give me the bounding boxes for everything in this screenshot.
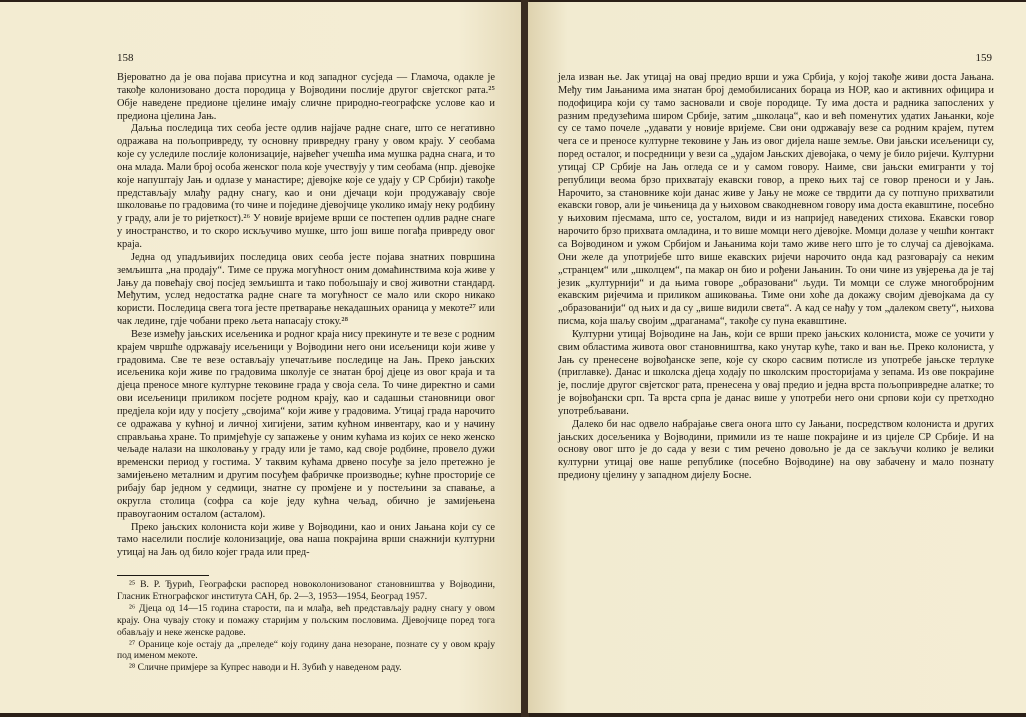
left-paragraph-1: Вјероватно да је ова појава присутна и код западног сусједа — Гламоча, одакле је такође колонизовано доста породица у Војводини послије другог свјетског рата.²⁵ Обје наведене предионе цјелине имају сличне природно-географске услове као и предиона цјелина Јањ. xyxy=(117,72,495,122)
right-page-number: 159 xyxy=(975,52,992,64)
left-page xyxy=(0,2,522,713)
footnote-rule xyxy=(117,575,209,576)
left-paragraph-4: Везе између јањских исељеника и родног краја нису прекинуте и те везе с родним крајем чвршће одржавају исељеници у Војводини него они исељеници који живе у градовима. Све те везе остављају упечатљиве последице на Јањ. Преко јањских исељеника који живе по градовима школује се знатан број дјеце из овог краја и та дјеца преносе многе културне тековине града у своја села. То чине директно и сами ови исељеници приликом посјете родном крају, као и садашњи становници овог предјела који иду у посјету „својима“ који живе у градовима. Утицај града нарочито се одражава у кућној и личној хигијени, затим кућном инвентару, као и у начину справљања хране. То примјећује су запажење у оним кућама из којих се неко женско чељаде налази на школовању у граду или је тамо, кад своје родбине, провело дужи временски период у гостима. У таквим кућама дрвено посуђе за јело претежно је замијењено металним и другим посуђем фабричке производње; кућне просторије се рибају бар једном у седмици, знатне су промјене и у постељини за спавање, а округла столица (софра са које једу кућна чељад, обично је замијењена правоугаоним осталом (асталом). xyxy=(117,328,495,520)
right-paragraph-1: јела изван ње. Јак утицај на овај предио врши и ужа Србија, у којој такође живи доста Јањана. Међу тим Јањанима има знатан број демобилисаних бораца из НОР, као и активних официра и подофицира који су тамо засновали и своје породице. Ту има доста и радника запослених у разним предузећима широм Србије, затим „школаца“, као и већ поменутих удатих Јањанки, које су се тамо почеле „удавати у новије вријеме. Сви они одржавају везе са родним крајем, путем чега се и преносе културне тековине у Јањ из овог дијела наше земље. Ови јањски исељеници су, поред осталог, и посредници у вези са „удајом Јањских дјевојака, о чему је било ријечи. Културни утицај СР Србије на Јањ огледа се и у самом говору. Наиме, сви јањски емигранти у тој републици веома брзо прихватају екавски говор, а преко њих тај се говор преноси и у Јањ. Нарочито, за становнике који данас живе у Јању не може се тврдити да су потпуно прихватили екавски говор, али је чињеница да у њиховом свакодневном говору има доста екавштине, посебно у њиховим пјесмама, што се, уосталом, види и из напријед наведених стихова. Екавски говор нарочито брзо прихвата омладина, и то више момци него дјевојке. Момци долазе у чешћи контакт са Војводином и ужом Србијом и Јањанима који тамо живе него што је то случај са дјевојкама. Они желе да употријебе што више екавских ријечи нарочито онда кад разговарају са неким „странцем“ или „школцем“, па макар он био и рођени Јањанин. То они чине из увјерења да је тај језик „културнији“ и да њима говоре „образовани“ људи. Ти момци се служе многобројним екавским ријечима и приликом ашиковања. Тиме они хоће да докажу својим дјевојкама да су „образованији“ од њих и да су „више видили света“. А кад се нађу у том „далеком свету“, њихова писма, која шаљу својим „драганама“, такође су пуна екавштине. xyxy=(558,72,994,328)
footnotes xyxy=(117,579,495,674)
right-page xyxy=(528,2,1026,713)
footnote-28: ²⁸ Сличне примјере за Купрес наводи и Н. Зубић у наведеном раду. xyxy=(129,662,402,674)
footnote-26: ²⁶ Дјеца од 14—15 година старости, па и млађа, већ представљају радну снагу у овом крају. Она чувају стоку и помажу старијим у пољским пословима. Дјевојчице поред тога обављају и неке женске радове. xyxy=(117,602,495,638)
left-paragraph-3: Једна од упадљивијих последица ових сеоба јесте појава знатних површина земљишта „на продају“. Тиме се пружа могућност оним домаћинствима која живе у Јању да повећају свој посјед земљишта и тако побољшају и свој животни стандард. Међутим, услед недостатка радне снаге та могућност се мало или скоро никако користи. Последица свега тога јесте претварање некадашњих ораница у мекоте²⁷ или чак ледине, гдје чобани преко љета напасају стоку.²⁸ xyxy=(117,251,495,328)
footnote-25: ²⁵ В. Р. Ђурић, Географски распоред новоколонизованог становништва у Војводини, Гласник Етнографског института САН, бр. 2—3, 1953—1954, Београд 1957. xyxy=(117,579,495,602)
left-page-body xyxy=(117,72,495,560)
left-paragraph-2: Даљња последица тих сеоба јесте одлив најјаче радне снаге, што се негативно одражава на пољопривреду, ту основну привредну грану у овом крају. У сеобама које су уследиле послије колонизације, највећег учешћа има мушка радна снага, и то она млада. Мали број особа женског пола које учествују у тим сеобама (нпр. дјевојке које напуштају Јањ и одлазе у манастире; дјевојке које се удају у СР Србији) такође представљају млађу радну снагу, као и они дјечаци који продужавају своје школовање по градовима (то чине и поједине дјевојчице уколико имају неку родбину у граду, али је то ријеткост).²⁶ У новије вријеме врши се постепен одлив радне снаге у иностранство, и то скоро искључиво мушке, што још више погађа привреду овог краја. xyxy=(117,123,495,250)
right-paragraph-3: Далеко би нас одвело набрајање свега онога што су Јањани, посредством колониста и других јањских досељеника у Војводини, примили из те наше покрајине и из цијеле СР Србије. И на основу овог што је до сада у вези с тим речено довољно је да се закључи колико је велики културни утицај ове наше републике (посебно Војводине) на ову забачену и мало познату предиону цјелину у западном дијелу Босне. xyxy=(558,418,994,482)
right-page-body xyxy=(558,72,994,483)
left-paragraph-5: Преко јањских колониста који живе у Војводини, као и оних Јањана који су се тамо населили послије колонизације, ова наша покрајина врши снажнији културни утицај на Јањ од било којег града или пред- xyxy=(117,521,495,559)
left-page-number: 158 xyxy=(117,52,134,64)
right-paragraph-2: Културни утицај Војводине на Јањ, који се врши преко јањских колониста, може се уочити у свим областима живота овог становништва, како унутар куће, тако и ван ње. Преко колониста, у Јањ су пренесене војвођанске зепе, које су скоро сасвим потисле из употребе јањске терлуке (приглавке). Данас и школска дјеца ходају по школским просторијама у зепама. Из ове покрајине је, послије другог свјетског рата, пренесена у овај предио и једна врста пољопривредне алатке; то је војвођански срп. Та врста српа је данас више у употреби него они српови који су претходно употребљавани. xyxy=(558,328,994,417)
footnote-27: ²⁷ Оранице које остају да „преледе“ коју годину дана незоране, познате су у овом крају под именом мекоте. xyxy=(117,638,495,662)
